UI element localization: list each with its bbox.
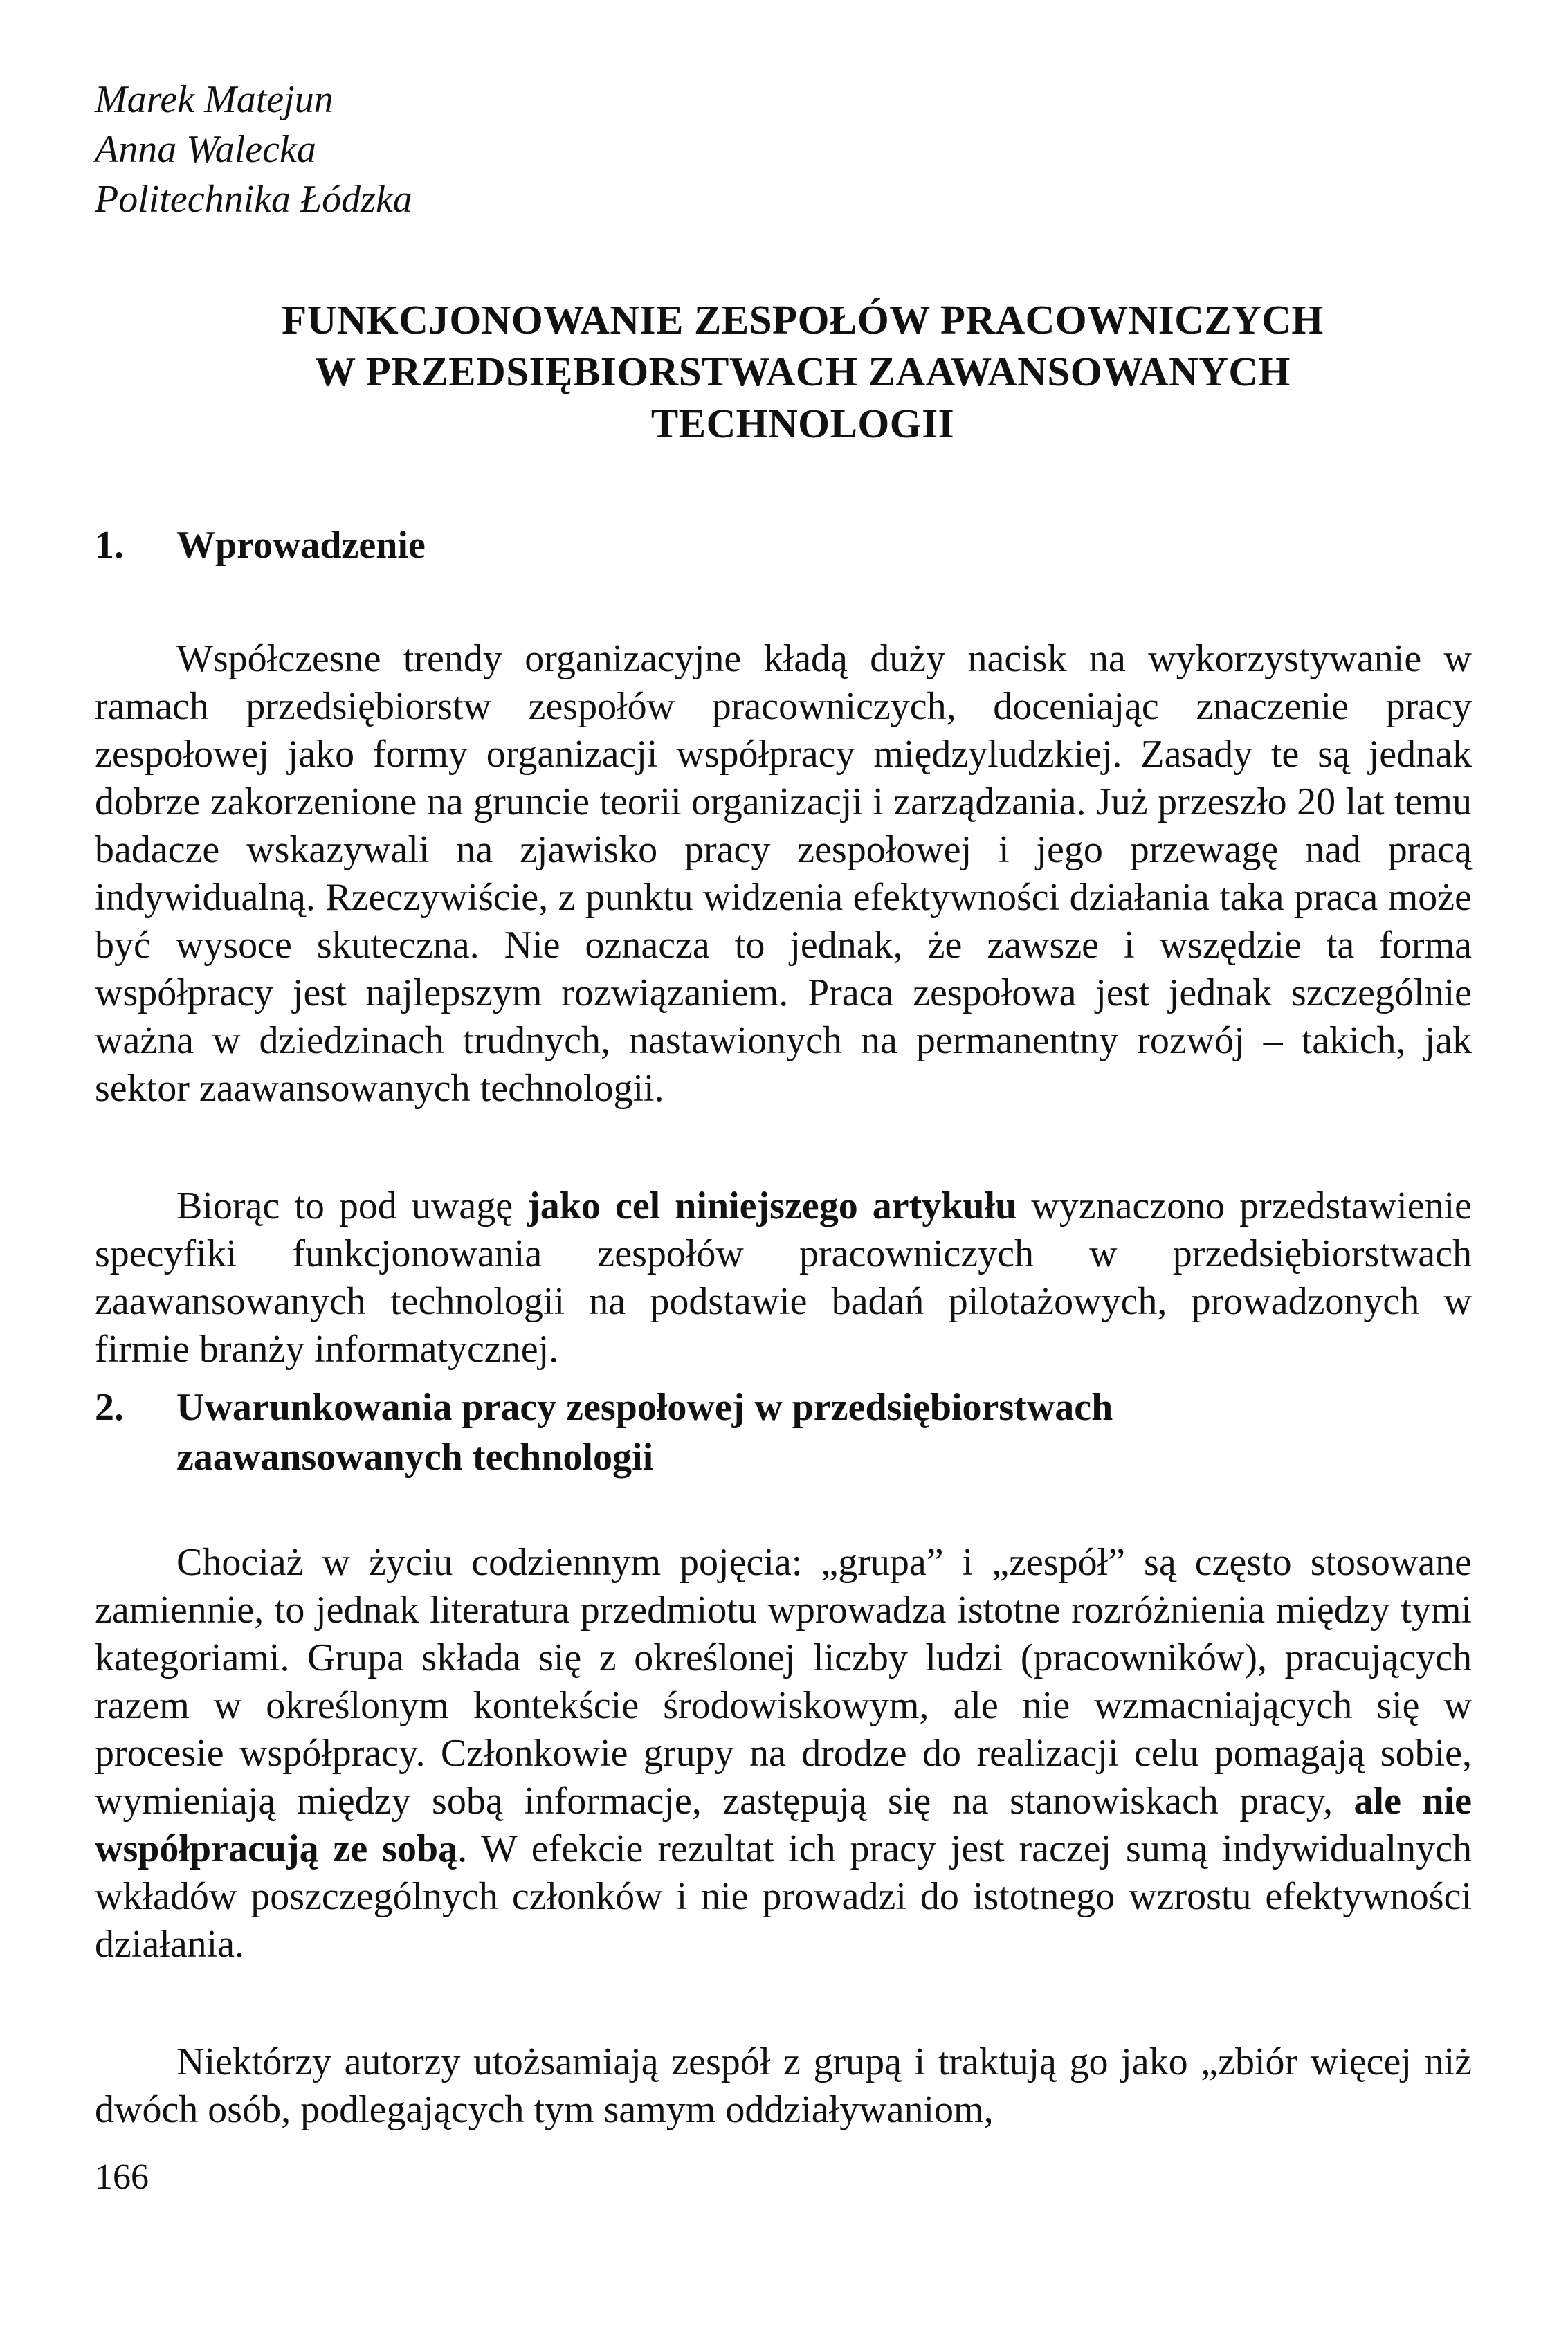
author-affiliation: Politechnika Łódzka xyxy=(95,178,412,221)
paragraph-text: Biorąc to pod uwagę xyxy=(176,1185,528,1227)
title-line-1: FUNKCJONOWANIE ZESPOŁÓW PRACOWNICZYCH xyxy=(282,297,1324,343)
paragraph-text: . W efekcie rezultat ich pracy jest raczej sumą indywidualnych wkładów poszczególnych członków i nie prowadzi do istotnego wzrostu efektywności działania. xyxy=(95,1827,1472,1966)
author-block xyxy=(95,75,412,224)
title-line-2: W PRZEDSIĘBIORSTWACH ZAAWANSOWANYCH xyxy=(315,349,1291,394)
section-1-paragraph-1: Współczesne trendy organizacyjne kładą duży nacisk na wykorzystywanie w ramach przedsiębiorstw zespołów pracowniczych, doceniając znaczenie pracy zespołowej jako formy organizacji współpracy międzyludzkiej. Zasady te są jednak dobrze zakorzenione na gruncie teorii organizacji i zarządzania. Już przeszło 20 lat temu badacze wskazywali na zjawisko pracy zespołowej i jego przewagę nad pracą indywidualną. Rzeczywiście, z punktu widzenia efektywności działania taka praca może być wysoce skuteczna. Nie oznacza to jednak, że zawsze i wszędzie ta forma współpracy jest najlepszym rozwiązaniem. Praca zespołowa jest jednak szczególnie ważna w dziedzinach trudnych, nastawionych na permanentny rozwój – takich, jak sektor zaawansowanych technologii. xyxy=(95,637,1472,1110)
section-1-heading xyxy=(95,520,1410,576)
author-name-2: Anna Walecka xyxy=(95,128,316,171)
section-2-title-line-2: zaawansowanych technologii xyxy=(176,1436,654,1479)
paper-title xyxy=(111,294,1495,450)
section-2-paragraph-1 xyxy=(95,1539,1472,1969)
emphasized-text: jako cel niniejszego artykułu xyxy=(527,1185,1017,1227)
paragraph-text: wyznaczono przedstawienie specyfiki funkcjonowania zespołów pracowniczych w przedsiębiorstwach zaawansowanych technologii na podstawie badań pilotażowych, prowadzonych w firmie branży informatycznej. xyxy=(95,1185,1473,1371)
page-number: 166 xyxy=(95,2157,149,2197)
section-1-title: Wprowadzenie xyxy=(176,524,426,567)
section-1-paragraph-2 xyxy=(95,1182,1472,1373)
author-name-1: Marek Matejun xyxy=(95,78,334,121)
section-2-title xyxy=(176,1382,1113,1482)
section-2-paragraph-2: Niektórzy autorzy utożsamiają zespół z grupą i traktują go jako „zbiór więcej niż dwóch osób, podlegających tym samym oddziaływaniom, xyxy=(95,2040,1472,2131)
section-2-title-line-1: Uwarunkowania pracy zespołowej w przedsiębiorstwach xyxy=(176,1386,1113,1429)
paragraph-text: Chociaż w życiu codziennym pojęcia: „grupa” i „zespół” są często stosowane zamiennie, to jednak literatura przedmiotu wprowadza istotne rozróżnienia między tymi kategoriami. Grupa składa się z określonej liczby ludzi (pracowników), pracujących razem w określonym kontekście środowiskowym, ale nie wzmacniających się w procesie współpracy. Członkowie grupy na drodze do realizacji celu pomagają sobie, wymieniają między sobą informacje, zastępują się na stanowiskach pracy, xyxy=(95,1541,1472,1823)
title-line-3: TECHNOLOGII xyxy=(650,401,955,446)
section-1-number: 1. xyxy=(95,524,124,567)
section-2-heading xyxy=(95,1382,1410,1486)
section-2-number: 2. xyxy=(95,1386,124,1429)
emphasized-text: ale nie współpracują ze sobą xyxy=(95,1780,1472,1870)
